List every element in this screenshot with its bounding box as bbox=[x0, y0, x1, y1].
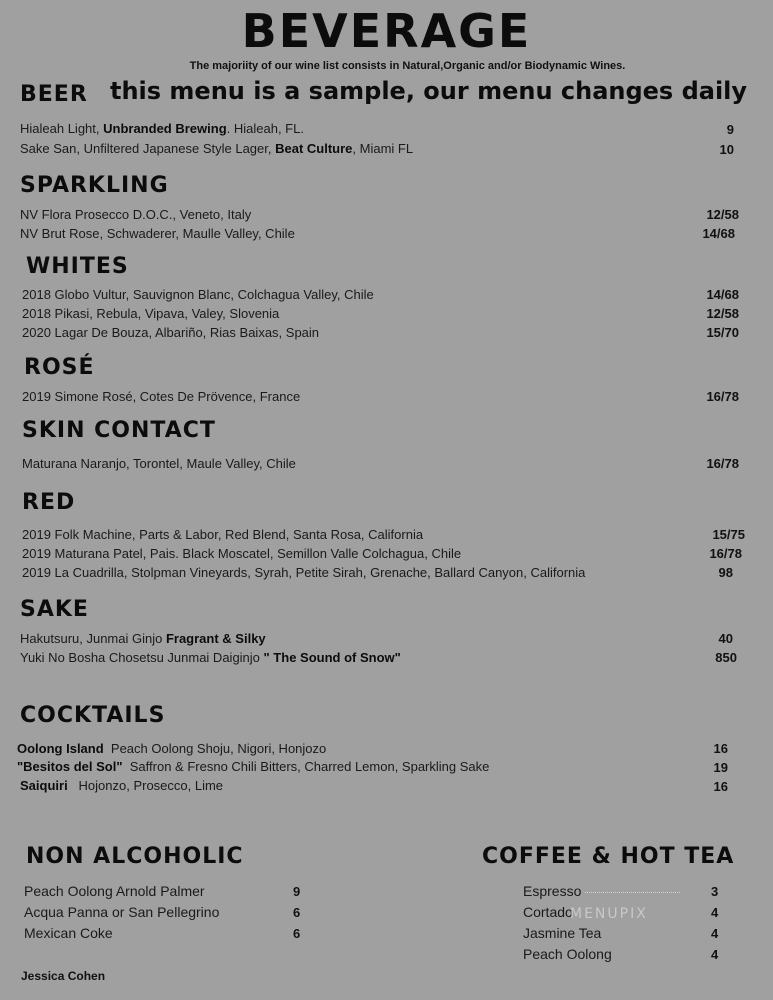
non-alcoholic-item: Acqua Panna or San Pellegrino bbox=[24, 904, 220, 920]
dotted-leader bbox=[585, 892, 680, 893]
rose-item-price: 16/78 bbox=[706, 389, 739, 404]
menu-subtitle: The majoriity of our wine list consists in Natural,Organic and/or Biodynamic Wines. bbox=[189, 60, 626, 72]
beer-heading: BEER bbox=[20, 82, 88, 107]
coffee-tea-item: Espresso bbox=[523, 883, 582, 899]
red-item-price: 15/75 bbox=[712, 527, 745, 542]
beer-item-price: 9 bbox=[726, 122, 734, 137]
menu-title: BEVERAGE bbox=[241, 4, 532, 58]
skin-contact-heading: SKIN CONTACT bbox=[22, 418, 216, 443]
red-heading: RED bbox=[22, 490, 76, 515]
cocktails-heading: COCKTAILS bbox=[20, 703, 166, 728]
coffee-tea-item-price: 3 bbox=[711, 884, 719, 899]
sparkling-item-price: 12/58 bbox=[706, 207, 739, 222]
beer-item: Sake San, Unfiltered Japanese Style Lager, Beat Culture, Miami FL bbox=[20, 141, 414, 156]
non-alcoholic-item-price: 9 bbox=[293, 884, 301, 899]
coffee-tea-item-price: 4 bbox=[711, 926, 719, 941]
coffee-tea-item: Peach Oolong bbox=[523, 946, 612, 962]
coffee-tea-heading: COFFEE & HOT TEA bbox=[482, 844, 735, 869]
non-alcoholic-item-price: 6 bbox=[293, 926, 301, 941]
red-item-price: 98 bbox=[718, 565, 733, 580]
cocktail-item-price: 16 bbox=[713, 779, 728, 794]
whites-item-price: 15/70 bbox=[706, 325, 739, 340]
red-item: 2019 Folk Machine, Parts & Labor, Red Blend, Santa Rosa, California bbox=[22, 527, 424, 542]
red-item: 2019 Maturana Patel, Pais. Black Moscatel, Semillon Valle Colchagua, Chile bbox=[22, 546, 462, 561]
author-signature: Jessica Cohen bbox=[21, 969, 106, 983]
sparkling-item: NV Brut Rose, Schwaderer, Maulle Valley, Chile bbox=[20, 226, 295, 241]
sample-menu-notice: this menu is a sample, our menu changes daily bbox=[110, 77, 748, 105]
non-alcoholic-item-price: 6 bbox=[293, 905, 301, 920]
coffee-tea-item-price: 4 bbox=[711, 905, 719, 920]
whites-item-price: 12/58 bbox=[706, 306, 739, 321]
sake-item: Yuki No Bosha Chosetsu Junmai Daiginjo " The Sound of Snow" bbox=[20, 650, 401, 665]
cocktail-item-price: 16 bbox=[713, 741, 728, 756]
non-alcoholic-heading: NON ALCOHOLIC bbox=[26, 844, 244, 869]
skin-contact-item: Maturana Naranjo, Torontel, Maule Valley, Chile bbox=[22, 456, 296, 471]
beer-item: Hialeah Light, Unbranded Brewing. Hialeah, FL. bbox=[20, 121, 304, 136]
sake-item: Hakutsuru, Junmai Ginjo Fragrant & Silky bbox=[20, 631, 266, 646]
whites-item-price: 14/68 bbox=[706, 287, 739, 302]
rose-item: 2019 Simone Rosé, Cotes De Prövence, France bbox=[22, 389, 301, 404]
watermark: MENUPIX bbox=[570, 906, 648, 922]
rose-heading: ROSÉ bbox=[24, 355, 95, 380]
coffee-tea-item: Jasmine Tea bbox=[523, 925, 602, 941]
cocktail-item: Oolong Island Peach Oolong Shoju, Nigori, Honjozo bbox=[17, 741, 327, 756]
whites-item: 2018 Pikasi, Rebula, Vipava, Valey, Slovenia bbox=[22, 306, 280, 321]
sparkling-item-price: 14/68 bbox=[702, 226, 735, 241]
red-item-price: 16/78 bbox=[709, 546, 742, 561]
sake-item-price: 40 bbox=[718, 631, 733, 646]
sparkling-heading: SPARKLING bbox=[20, 173, 169, 198]
cocktail-item: "Besitos del Sol" Saffron & Fresno Chili Bitters, Charred Lemon, Sparkling Sake bbox=[17, 759, 490, 774]
non-alcoholic-item: Peach Oolong Arnold Palmer bbox=[24, 883, 205, 899]
coffee-tea-item: Cortado bbox=[523, 904, 573, 920]
non-alcoholic-item: Mexican Coke bbox=[24, 925, 113, 941]
skin-contact-item-price: 16/78 bbox=[706, 456, 739, 471]
cocktail-item: Saiquiri Hojonzo, Prosecco, Lime bbox=[20, 778, 224, 793]
sparkling-item: NV Flora Prosecco D.O.C., Veneto, Italy bbox=[20, 207, 252, 222]
whites-item: 2018 Globo Vultur, Sauvignon Blanc, Colchagua Valley, Chile bbox=[22, 287, 374, 302]
sake-heading: SAKE bbox=[20, 597, 89, 622]
cocktail-item-price: 19 bbox=[713, 760, 728, 775]
beer-item-price: 10 bbox=[719, 142, 734, 157]
whites-heading: WHITES bbox=[26, 254, 129, 279]
red-item: 2019 La Cuadrilla, Stolpman Vineyards, Syrah, Petite Sirah, Grenache, Ballard Canyon, California bbox=[22, 565, 586, 580]
sake-item-price: 850 bbox=[715, 650, 737, 665]
coffee-tea-item-price: 4 bbox=[711, 947, 719, 962]
whites-item: 2020 Lagar De Bouza, Albariño, Rias Baixas, Spain bbox=[22, 325, 320, 340]
